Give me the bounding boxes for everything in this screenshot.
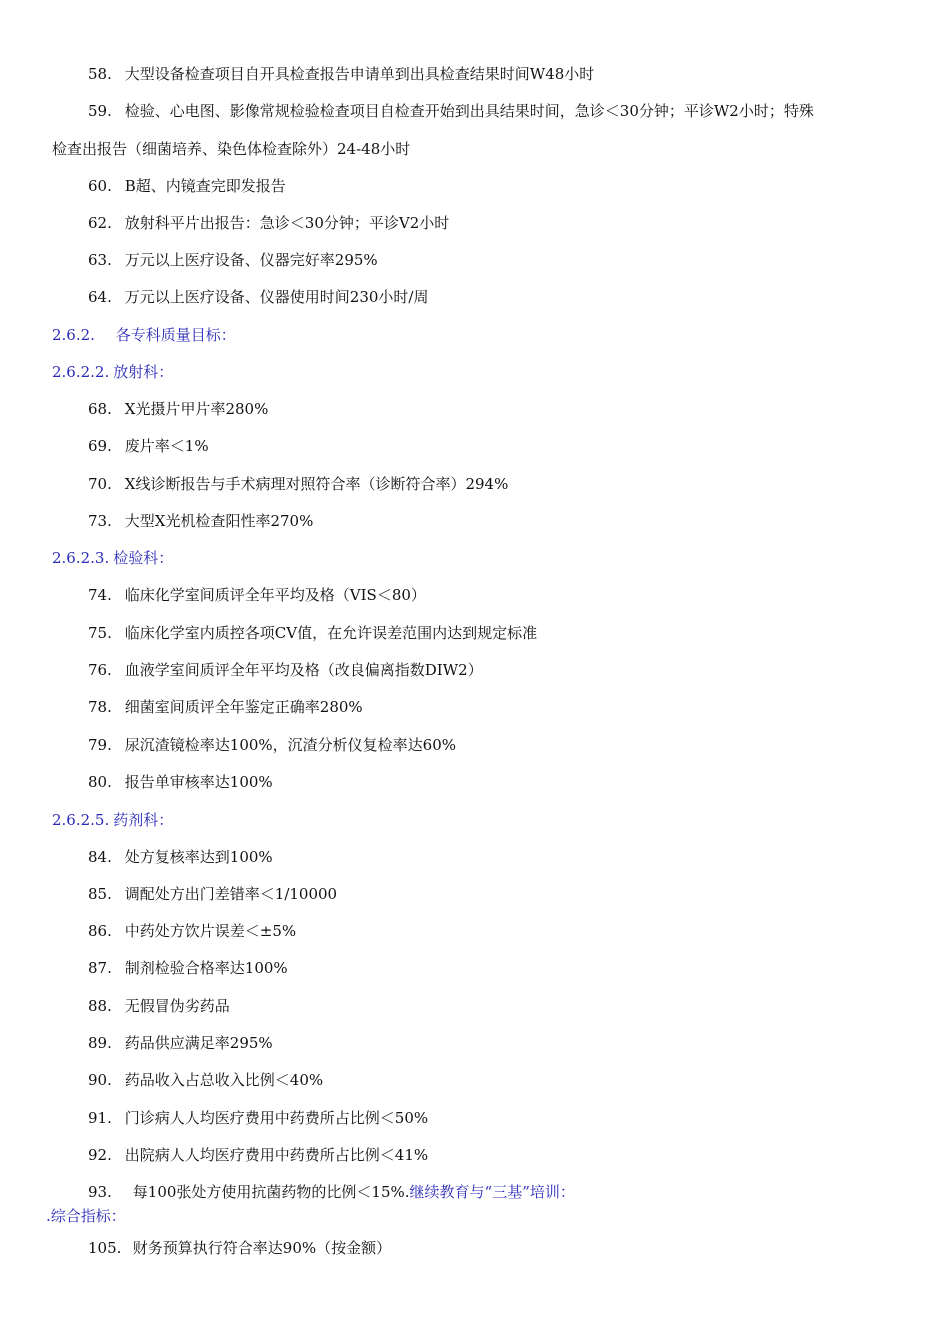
item-number: 92.: [88, 1146, 112, 1164]
item-number: 73.: [88, 512, 112, 530]
list-item: [88, 1033, 273, 1053]
item-number: 78.: [88, 698, 112, 716]
list-item: [88, 1238, 391, 1258]
item-number: 85.: [88, 885, 112, 903]
section-title: 各专科质量目标：: [115, 326, 236, 344]
item-text: 尿沉渣镜检率达100%，沉渣分析仪复检率达60%: [124, 736, 457, 754]
list-item: [88, 250, 378, 270]
list-item: [88, 847, 273, 867]
item-number: 91.: [88, 1109, 112, 1127]
list-item: [88, 176, 286, 196]
item-text: 出院病人人均医疗费用中药费所占比例＜41%: [124, 1146, 429, 1164]
list-item: [88, 213, 449, 233]
list-item: [88, 884, 337, 904]
item-number: 76.: [88, 661, 112, 679]
item-text: X光摄片甲片率280%: [124, 400, 269, 418]
item-number: 88.: [88, 997, 112, 1015]
list-item-continuation: [52, 139, 410, 159]
item-text: 中药处方饮片误差＜±5%: [124, 922, 297, 940]
list-item: [88, 996, 230, 1016]
item-text: 药品收入占总收入比例＜40%: [124, 1071, 324, 1089]
item-text: 血液学室间质评全年平均及格（改良偏离指数DIW2）: [124, 661, 483, 679]
item-number: 86.: [88, 922, 112, 940]
list-item: [88, 623, 537, 643]
item-text: 制剂检验合格率达100%: [124, 959, 288, 977]
item-number: 89.: [88, 1034, 112, 1052]
list-item: [88, 921, 296, 941]
item-number: 84.: [88, 848, 112, 866]
item-text: 大型X光机检查阳性率270%: [124, 512, 314, 530]
item-number: 62.: [88, 214, 112, 232]
list-item: [88, 1070, 323, 1090]
item-number: 59.: [88, 102, 112, 120]
item-text: 每100张处方使用抗菌药物的比例＜15%.: [132, 1183, 410, 1201]
section-number: 2.6.2.2.: [52, 363, 110, 381]
section-heading: [52, 810, 173, 830]
section-number: 2.6.2.3.: [52, 549, 110, 567]
item-text: 检验、心电图、影像常规检验检查项目自检查开始到出具结果时间，急诊＜30分钟；平诊W2小时；特殊: [124, 102, 814, 120]
item-number: 87.: [88, 959, 112, 977]
item-number: 60.: [88, 177, 112, 195]
list-item: [88, 101, 814, 121]
item-text: 大型设备检查项目自开具检查报告申请单到出具检查结果时间W48小时: [124, 65, 595, 83]
list-item: [88, 958, 288, 978]
section-heading: [52, 362, 173, 382]
section-number: 2.6.2.5.: [52, 811, 110, 829]
section-title: 药剂科：: [113, 811, 174, 829]
section-heading: [52, 548, 173, 568]
item-text: 检查出报告（细菌培养、染色体检查除外）24-48小时: [52, 140, 411, 158]
item-number: 58.: [88, 65, 112, 83]
section-number: 2.6.2.: [52, 326, 95, 344]
item-text: 门诊病人人均医疗费用中药费所占比例＜50%: [124, 1109, 429, 1127]
list-item: [88, 399, 268, 419]
section-title: 检验科：: [113, 549, 174, 567]
item-text: 无假冒伪劣药品: [124, 997, 230, 1015]
item-text: 放射科平片出报告：急诊＜30分钟；平诊V2小时: [124, 214, 450, 232]
item-text: 临床化学室间质评全年平均及格（VIS＜80）: [124, 586, 426, 604]
section-title: 放射科：: [113, 363, 174, 381]
item-text: 临床化学室内质控各项CV值，在允许误差范围内达到规定标准: [124, 624, 538, 642]
inline-section-heading: 继续教育与“三基”培训：: [409, 1183, 575, 1201]
item-text: 万元以上医疗设备、仪器完好率295%: [124, 251, 378, 269]
list-item: [88, 511, 313, 531]
list-item: [88, 1182, 575, 1202]
item-number: 69.: [88, 437, 112, 455]
item-number: 80.: [88, 773, 112, 791]
item-text: 药品供应满足率295%: [124, 1034, 273, 1052]
section-heading: [46, 1206, 126, 1226]
list-item: [88, 585, 426, 605]
item-text: 调配处方出门差错率＜1/10000: [124, 885, 338, 903]
item-number: 93.: [88, 1183, 112, 1201]
list-item: [88, 1108, 428, 1128]
section-title: .综合指标：: [46, 1207, 126, 1225]
item-text: 报告单审核率达100%: [124, 773, 273, 791]
section-heading: [52, 325, 236, 345]
list-item: [88, 772, 273, 792]
item-number: 74.: [88, 586, 112, 604]
list-item: [88, 1145, 428, 1165]
item-number: 90.: [88, 1071, 112, 1089]
item-text: 细菌室间质评全年鉴定正确率280%: [124, 698, 363, 716]
list-item: [88, 287, 428, 307]
item-text: 财务预算执行符合率达90%（按金额）: [132, 1239, 392, 1257]
list-item: [88, 474, 508, 494]
list-item: [88, 697, 363, 717]
list-item: [88, 735, 456, 755]
item-text: X线诊断报告与手术病理对照符合率（诊断符合率）294%: [124, 475, 509, 493]
item-text: 处方复核率达到100%: [124, 848, 273, 866]
item-number: 75.: [88, 624, 112, 642]
item-number: 105.: [88, 1239, 122, 1257]
list-item: [88, 64, 594, 84]
item-number: 79.: [88, 736, 112, 754]
item-text: B超、内镜查完即发报告: [124, 177, 286, 195]
item-text: 万元以上医疗设备、仪器使用时间230小时/周: [124, 288, 429, 306]
item-number: 63.: [88, 251, 112, 269]
list-item: [88, 436, 209, 456]
list-item: [88, 660, 483, 680]
item-number: 68.: [88, 400, 112, 418]
item-number: 64.: [88, 288, 112, 306]
item-number: 70.: [88, 475, 112, 493]
item-text: 废片率＜1%: [124, 437, 209, 455]
